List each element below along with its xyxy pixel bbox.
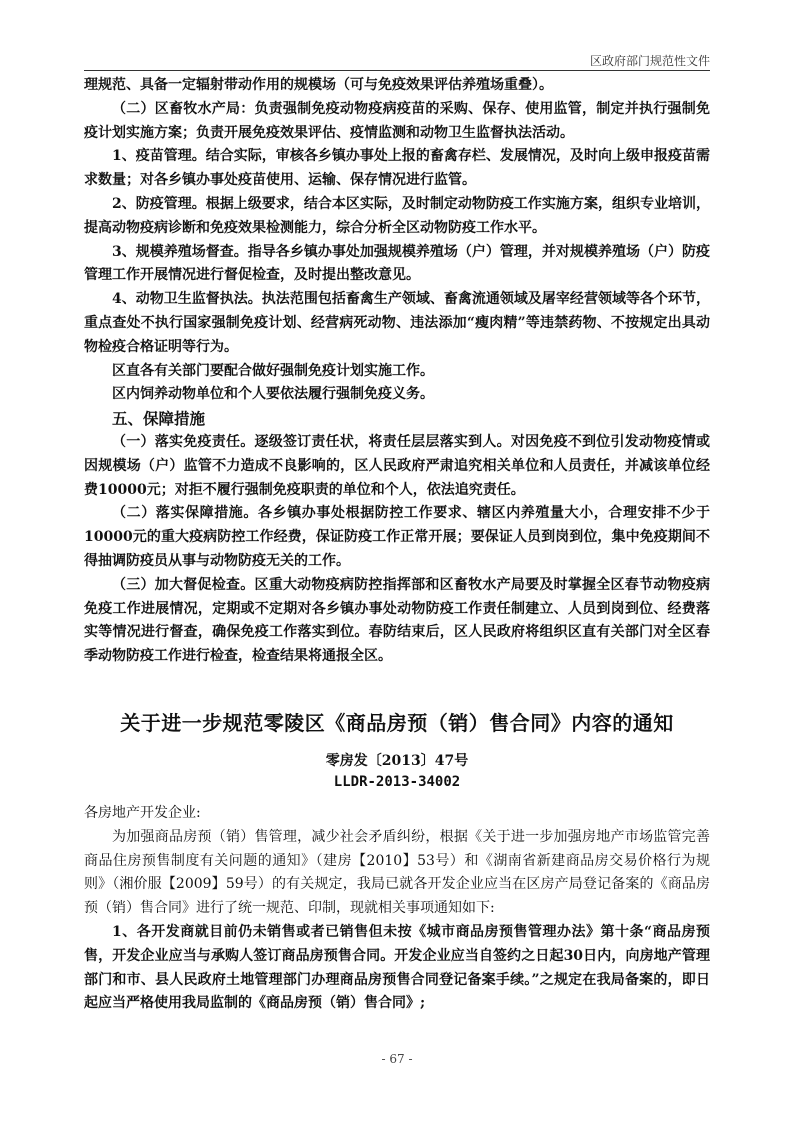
measure-label: （二）落实保障措施。 (112, 505, 258, 522)
paragraph: （二）区畜牧水产局：负责强制免疫动物疫病疫苗的采购、保存、使用监管，制定并执行强制免疫计划实施方案；负责开展免疫效果评估、疫情监测和动物卫生监督执法活动。 (84, 100, 710, 141)
page-header (84, 52, 710, 71)
paragraph: 为加强商品房预（销）售管理，减少社会矛盾纠纷，根据《关于进一步加强房地产市场监管完善商品住房预售制度有关问题的通知》（建房【2010】53号）和《湖南省新建商品房交易价格行为规则》（湘价服【2009】59号）的有关规定，我局已就各开发企业应当在区房产局登记备案的《商品房预（销）售合同》进行了统一规范、印制，现就相关事项通知如下: (84, 828, 710, 917)
measure-paragraph (84, 574, 710, 669)
measure-text: 逐级签订责任状，将责任层层落实到人。对因免疫不到位引发动物疫情或因规模场（户）监管不力造成不良影响的，区人民政府严肃追究相关单位和人员责任，并减该单位经费10000元；对拒不履行强制免疫职责的单位和个人，依法追究责任。 (84, 433, 711, 498)
salutation: 各房地产开发企业: (84, 805, 201, 821)
measure-paragraph (84, 431, 710, 502)
header-label: 区政府部门规范性文件 (589, 54, 710, 68)
paragraph: 区直各有关部门要配合做好强制免疫计划实施工作。 (112, 362, 434, 379)
section-heading: 五、保障措施 (112, 409, 206, 429)
doc-number: 零房发〔2013〕47号 (325, 753, 469, 769)
notice-body (84, 802, 710, 1016)
paragraph: 理规范、具备一定辐射带动作用的规模场（可与免疫效果评估养殖场重叠）。 (84, 77, 553, 93)
paragraph: 3、规模养殖场督查。指导各乡镇办事处加强规模养殖场（户）管理，并对规模养殖场（户）防疫管理工作开展情况进行督促检查，及时提出整改意见。 (84, 243, 710, 284)
page-number: - 67 - (381, 1052, 413, 1066)
paragraph: 4、动物卫生监督执法。执法范围包括畜禽生产领域、畜禽流通领域及屠宰经营领域等各个环节，重点查处不执行国家强制免疫计划、经营病死动物、违法添加“瘦肉精”等违禁药物、不按规定出具动物检疫合格证明等行为。 (84, 291, 710, 355)
paragraph: 1、疫苗管理。结合实际，审核各乡镇办事处上报的畜禽存栏、发展情况，及时向上级申报疫苗需求数量；对各乡镇办事处疫苗使用、运输、保存情况进行监管。 (84, 148, 710, 189)
paragraph: 1、各开发商就目前仍未销售或者已销售但未按《城市商品房预售管理办法》第十条“商品房预售，开发企业应当与承购人签订商品房预售合同。开发企业应当自签约之日起30日内，向房地产管理部门和市、县人民政府土地管理部门办理商品房预售合同登记备案手续。”之规定在我局备案的，即日起应当严格使用我局监制的《商品房预（销）售合同》; (84, 923, 710, 1012)
measure-label: （一）落实免疫责任。 (112, 433, 255, 450)
measure-text: 区重大动物疫病防控指挥部和区畜牧水产局要及时掌握全区春节动物疫病免疫工作进展情况，定期或不定期对各乡镇办事处动物防疫工作责任制建立、人员到岗到位、经费落实等情况进行督查，确保免疫工作落实到位。春防结束后，区人民政府将组织区直有关部门对全区春季动物防疫工作进行检查，检查结果将通报全区。 (84, 576, 711, 665)
notice-title: 关于进一步规范零陵区《商品房预（销）售合同》内容的通知 (120, 711, 674, 735)
measure-paragraph (84, 502, 710, 573)
measure-label: （三）加大督促检查。 (112, 576, 255, 593)
registration-number: LLDR-2013-34002 (333, 774, 461, 790)
paragraph: 区内饲养动物单位和个人要依法履行强制免疫义务。 (112, 386, 434, 403)
measure-text: 各乡镇办事处根据防控工作要求、辖区内养殖量大小，合理安排不少于10000元的重大疫病防控工作经费，保证防疫工作正常开展；要保证人员到岗到位，集中免疫期间不得抽调防疫员从事与动物防疫无关的工作。 (84, 505, 710, 569)
top-section (84, 74, 710, 669)
paragraph: 2、防疫管理。根据上级要求，结合本区实际，及时制定动物防疫工作实施方案，组织专业培训，提高动物疫病诊断和免疫效果检测能力，综合分析全区动物防疫工作水平。 (84, 195, 710, 236)
